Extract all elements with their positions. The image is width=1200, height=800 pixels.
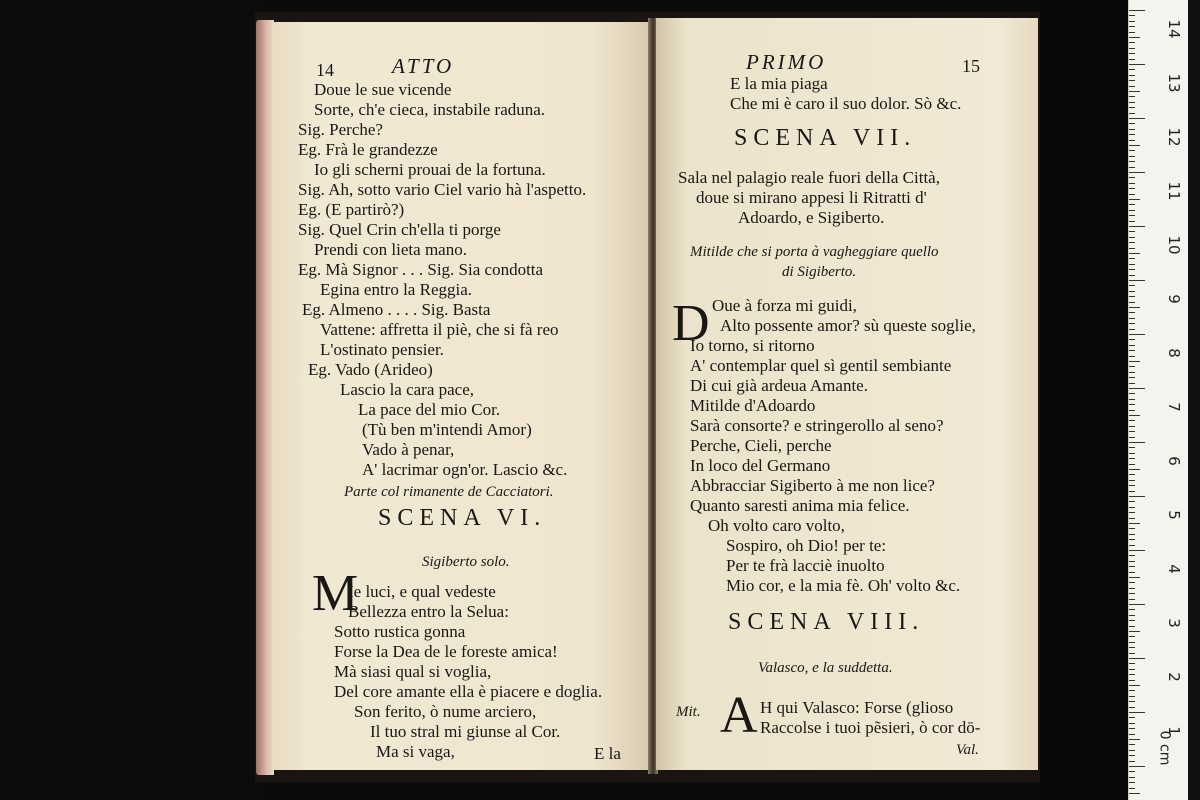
ruler-tick [1129,701,1135,702]
ruler-number: 12 [1165,127,1183,147]
ruler-tick [1129,53,1135,54]
ruler-tick [1129,442,1145,443]
ruler-tick [1129,750,1135,751]
text-line: Lascio la cara pace, [340,380,475,399]
ruler-tick [1129,204,1135,205]
ruler-tick [1129,572,1135,573]
ruler-tick [1129,744,1135,745]
ruler-tick [1129,658,1145,659]
text-line: Sig. Ah, sotto vario Ciel vario hà l'aspetto. [298,180,587,199]
ruler-tick [1129,458,1135,459]
ruler-tick [1129,528,1135,529]
ruler-tick [1129,501,1135,502]
text-line: Mio cor, e la mia fè. Oh' volto &c. [726,576,961,595]
text-line: Il tuo stral mi giunse al Cor. [370,722,561,741]
stage-direction: Mitilde che si porta à vagheggiare quello [690,244,939,260]
scene-title: SCENA VI. [378,505,547,531]
ruler-tick [1129,518,1135,519]
text-line: Che mi è caro il suo dolor. Sò &c. [730,94,962,113]
text-line: Mà siasi qual si voglia, [334,662,492,681]
ruler-tick [1129,150,1135,151]
ruler-tick [1129,550,1145,551]
page-number: 15 [962,56,980,76]
text-line: Abbracciar Sigiberto à me non lice? [690,476,935,495]
text-line: Forse la Dea de le foreste amica! [334,642,558,661]
ruler-tick [1129,172,1145,173]
ruler-tick [1129,593,1135,594]
ruler-tick [1129,464,1135,465]
text-line: Prendi con lieta mano. [314,240,467,259]
ruler-tick [1129,447,1135,448]
drop-capital: M [312,565,359,622]
text-line: Raccolse i tuoi pẽsieri, ò cor dō- [760,718,981,737]
speaker-label: Mit. [676,704,701,720]
ruler-tick [1129,496,1145,497]
ruler-number: 1 [1165,726,1183,736]
ruler-tick [1129,485,1135,486]
ruler-tick [1129,491,1135,492]
ruler-tick [1129,264,1135,265]
ruler-tick [1129,663,1135,664]
ruler-tick [1129,226,1145,227]
ruler-tick [1129,334,1145,335]
ruler-tick [1129,37,1140,38]
ruler-tick [1129,86,1135,87]
ruler-tick [1129,372,1135,373]
text-line: Io torno, si ritorno [690,336,815,355]
ruler-tick [1129,555,1135,556]
ruler-tick [1129,75,1135,76]
ruler-tick [1129,717,1135,718]
ruler-tick [1129,64,1145,65]
ruler-tick [1129,588,1135,589]
ruler-tick [1129,582,1135,583]
ruler-tick [1129,680,1135,681]
right-page [656,18,1038,770]
dark-background-right [1040,0,1128,800]
ruler-tick [1129,604,1145,605]
running-header: ATTO [392,54,455,78]
ruler-number: 14 [1165,19,1183,39]
ruler-tick [1129,685,1140,686]
ruler-tick [1129,723,1135,724]
ruler-tick [1129,156,1135,157]
text-line: Per te frà lacciè inuolto [726,556,885,575]
ruler-tick [1129,329,1135,330]
ruler-tick [1129,388,1145,389]
ruler-tick [1129,113,1135,114]
ruler-tick [1129,615,1135,616]
ruler-tick [1129,323,1135,324]
ruler-tick [1129,777,1135,778]
text-line: Quanto saresti anima mia felice. [690,496,910,515]
ruler-tick [1129,15,1135,16]
ruler-number: 6 [1165,456,1183,466]
ruler-tick [1129,275,1135,276]
scene-character: Sigiberto solo. [422,554,510,570]
ruler-tick [1129,512,1135,513]
ruler-tick [1129,420,1135,421]
ruler-tick [1129,339,1135,340]
ruler-tick [1129,431,1135,432]
ruler-tick [1129,215,1135,216]
ruler-tick [1129,107,1135,108]
ruler-tick [1129,739,1140,740]
ruler-tick [1129,285,1135,286]
stage-direction: di Sigiberto. [782,264,857,280]
ruler-tick [1129,248,1135,249]
text-line: Vado à penar, [362,440,455,459]
text-line: L'ostinato pensier. [320,340,444,359]
ruler-tick [1129,134,1135,135]
text-line: Vattene: affretta il piè, che si fà reo [320,320,559,339]
text-line: La pace del mio Cor. [358,400,501,419]
ruler-tick [1129,21,1135,22]
text-line: Eg. Mà Signor . . . Sig. Sia condotta [298,260,544,279]
ruler-tick [1129,199,1140,200]
ruler-tick [1129,145,1140,146]
ruler-tick [1129,161,1135,162]
ruler-tick [1129,210,1135,211]
ruler-tick [1129,69,1135,70]
ruler-tick [1129,437,1135,438]
ruler-tick [1129,469,1140,470]
ruler-tick [1129,404,1135,405]
ruler-tick [1129,221,1135,222]
text-line: Alto possente amor? sù queste soglie, [720,316,976,335]
ruler-tick [1129,26,1135,27]
ruler-tick [1129,129,1135,130]
text-line: Eg. (E partirò?) [298,200,405,219]
ruler-tick [1129,258,1135,259]
ruler-tick [1129,307,1140,308]
ruler-tick [1129,194,1135,195]
ruler-tick [1129,453,1135,454]
ruler-tick [1129,636,1135,637]
ruler-tick [1129,631,1140,632]
ruler-tick [1129,399,1135,400]
ruler-tick [1129,669,1135,670]
ruler-tick [1129,755,1135,756]
ruler-unit-label: 0 cm [1156,730,1173,766]
ruler-tick [1129,383,1135,384]
ruler-tick [1129,237,1135,238]
dark-background-left [0,0,258,800]
ruler-number: 9 [1165,294,1183,304]
ruler-tick [1129,167,1135,168]
ruler-tick [1129,561,1135,562]
ruler-tick [1129,356,1135,357]
ruler-tick [1129,507,1135,508]
running-header: PRIMO [746,50,827,74]
ruler-tick [1129,377,1135,378]
ruler-tick [1129,653,1135,654]
ruler-number: 8 [1165,348,1183,358]
ruler-tick [1129,577,1140,578]
ruler-tick [1129,426,1135,427]
ruler-tick [1129,566,1135,567]
ruler-tick [1129,296,1135,297]
ruler-tick [1129,642,1135,643]
ruler-tick [1129,674,1135,675]
scene-setting: Adoardo, e Sigiberto. [738,208,885,227]
text-line: (Tù ben m'intendi Amor) [362,420,532,439]
left-page [272,22,650,770]
drop-capital: A [720,687,758,744]
catchword: Val. [956,742,979,758]
text-line: Io gli scherni prouai de la fortuna. [314,160,546,179]
ruler-tick [1129,59,1135,60]
ruler-tick [1129,788,1135,789]
ruler-tick [1129,707,1135,708]
text-line: H qui Valasco: Forse (glioso [760,698,954,717]
ruler-tick [1129,415,1140,416]
measurement-ruler [1128,0,1189,800]
ruler-tick [1129,183,1135,184]
text-line: Sig. Quel Crin ch'ella ti porge [298,220,501,239]
text-line: Del core amante ella è piacere e doglia. [334,682,603,701]
text-line: A' lacrimar ogn'or. Lascio &c. [362,460,568,479]
ruler-tick [1129,140,1135,141]
scene-setting: Sala nel palagio reale fuori della Città, [678,168,940,187]
text-line: Sarà consorte? e stringerollo al seno? [690,416,944,435]
ruler-tick [1129,269,1135,270]
ruler-tick [1129,523,1140,524]
text-line: Sig. Perche? [298,120,383,139]
text-line: Ma si vaga, [376,742,455,761]
text-line: Sorte, ch'e cieca, instabile raduna. [314,100,546,119]
ruler-tick [1129,231,1135,232]
ruler-tick [1129,32,1135,33]
text-line: Ie luci, e qual vedeste [348,582,496,601]
ruler-tick [1129,80,1135,81]
page-number: 14 [316,60,334,80]
ruler-tick [1129,102,1135,103]
ruler-tick [1129,91,1140,92]
text-line: A' contemplar quel sì gentil sembiante [690,356,952,375]
ruler-tick [1129,609,1135,610]
ruler-tick [1129,761,1135,762]
scene-character: Valasco, e la suddetta. [758,660,893,676]
text-line: E la mia piaga [730,74,828,93]
text-line: Di cui già ardeua Amante. [690,376,868,395]
ruler-tick [1129,474,1135,475]
ruler-tick [1129,696,1135,697]
ruler-tick [1129,734,1135,735]
ruler-tick [1129,177,1135,178]
ruler-tick [1129,318,1135,319]
ruler-tick [1129,599,1135,600]
text-line: Mitilde d'Adoardo [690,396,816,415]
ruler-tick [1129,302,1135,303]
ruler-tick [1129,771,1135,772]
ruler-tick [1129,253,1140,254]
text-line: Oue à forza mi guidi, [712,296,857,315]
scene-setting: doue si mirano appesi li Ritratti d' [696,188,927,207]
ruler-number: 11 [1165,181,1183,201]
text-line: Perche, Cieli, perche [690,436,832,455]
ruler-tick [1129,626,1135,627]
text-line: In loco del Germano [690,456,831,475]
ruler-number: 3 [1165,618,1183,628]
drop-capital: D [672,295,710,352]
ruler-number: 4 [1165,564,1183,574]
ruler-tick [1129,545,1135,546]
text-line: Eg. Frà le grandezze [298,140,438,159]
ruler-tick [1129,393,1135,394]
ruler-tick [1129,291,1135,292]
ruler-tick [1129,10,1145,11]
ruler-tick [1129,42,1135,43]
stage-direction: Parte col rimanente de Cacciatori. [344,484,554,500]
ruler-number: 2 [1165,672,1183,682]
ruler-tick [1129,366,1135,367]
ruler-tick [1129,188,1135,189]
ruler-tick [1129,48,1135,49]
ruler-tick [1129,312,1135,313]
text-line: Bellezza entro la Selua: [348,602,509,621]
ruler-tick [1129,118,1145,119]
ruler-tick [1129,712,1145,713]
ruler-tick [1129,534,1135,535]
ruler-tick [1129,96,1135,97]
text-line: Oh volto caro volto, [708,516,845,535]
text-line: Son ferito, ò nume arciero, [354,702,537,721]
ruler-tick [1129,345,1135,346]
ruler-tick [1129,782,1135,783]
ruler-tick [1129,728,1135,729]
text-line: Sotto rustica gonna [334,622,466,641]
scene-title: SCENA VII. [734,125,917,151]
ruler-tick [1129,242,1135,243]
text-line: Egina entro la Reggia. [320,280,473,299]
ruler-tick [1129,647,1135,648]
ruler-number: 7 [1165,402,1183,412]
ruler-tick [1129,350,1135,351]
ruler-tick [1129,793,1140,794]
ruler-tick [1129,480,1135,481]
ruler-number: 5 [1165,510,1183,520]
ruler-tick [1129,361,1140,362]
ruler-tick [1129,539,1135,540]
ruler-tick [1129,410,1135,411]
text-line: Eg. Vado (Arideo) [308,360,433,379]
ruler-number: 13 [1165,73,1183,93]
ruler-edge [1188,0,1200,800]
ruler-number: 10 [1165,235,1183,255]
ruler-tick [1129,280,1145,281]
ruler-tick [1129,690,1135,691]
text-line: Eg. Almeno . . . . Sig. Basta [302,300,491,319]
text-line: Sospiro, oh Dio! per te: [726,536,887,555]
text-line: Doue le sue vicende [314,80,452,99]
ruler-tick [1129,620,1135,621]
ruler-tick [1129,766,1145,767]
catchword: E la [594,744,621,763]
scene-title: SCENA VIII. [728,609,925,635]
ruler-tick [1129,123,1135,124]
